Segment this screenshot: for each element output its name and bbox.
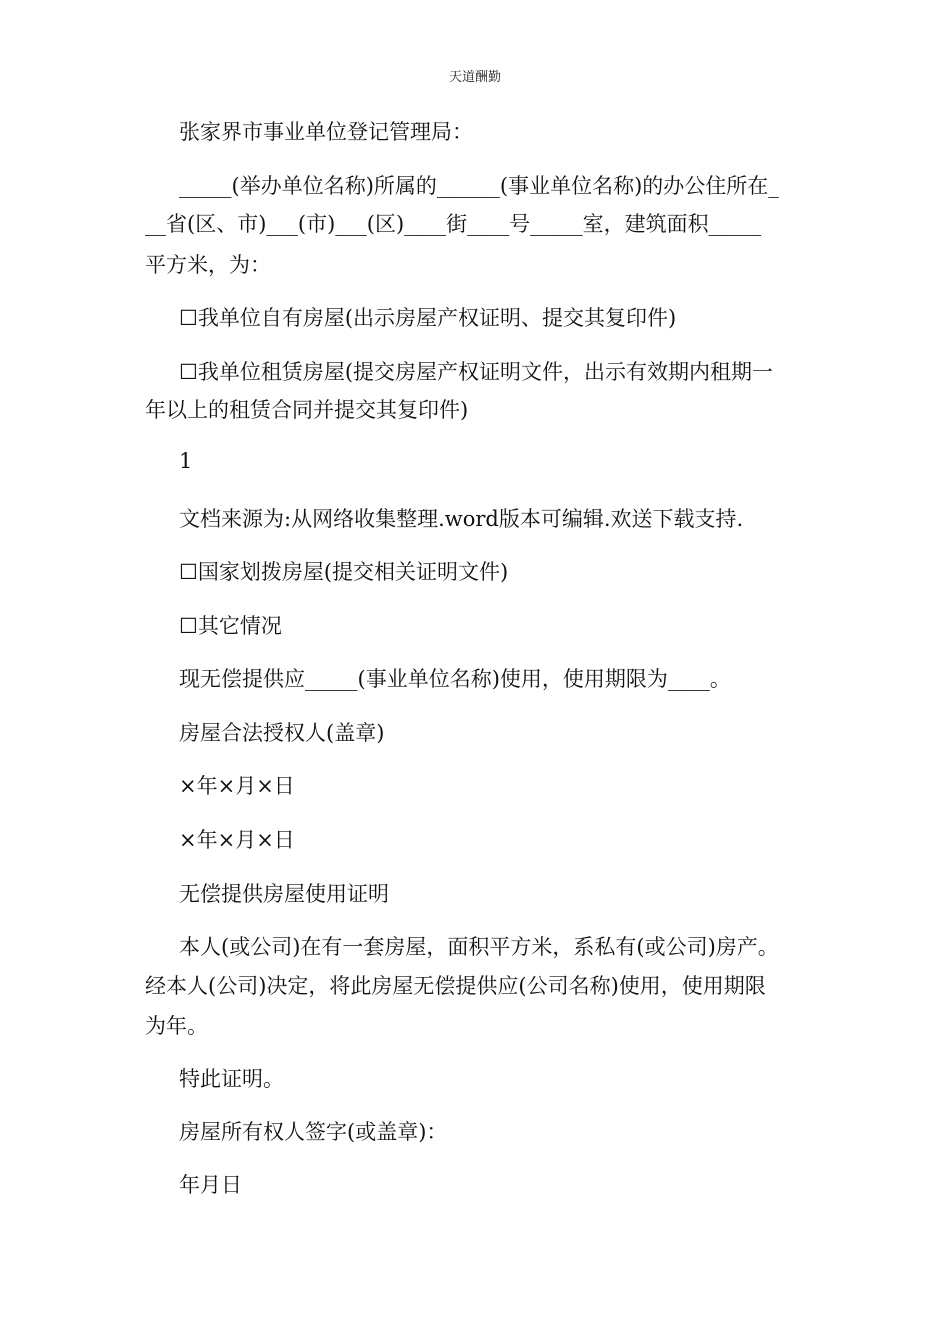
section-title: 无偿提供房屋使用证明 (179, 882, 389, 906)
free-use-statement: 现无偿提供应_____(事业单位名称)使用，使用期限为____。 (179, 667, 731, 691)
certificate-line-3: 为年。 (145, 1014, 208, 1038)
certificate-line-1: 本人(或公司)在有一套房屋，面积平方米，系私有(或公司)房产。 (179, 935, 779, 959)
salutation: 张家界市事业单位登记管理局： (179, 120, 473, 144)
address-line-2: __省(区、市)___(市)___(区)____街____号_____室，建筑面积_____ (145, 212, 762, 236)
page-number: 1 (179, 449, 193, 473)
owner-signature: 房屋所有权人签字(或盖章)： (179, 1120, 448, 1144)
address-line-1: _____(举办单位名称)所属的______(事业单位名称)的办公住所在_ (179, 174, 779, 198)
authorizer-seal: 房屋合法授权人(盖章) (179, 721, 385, 745)
option-own-house: ☐我单位自有房屋(出示房屋产权证明、提交其复印件) (179, 306, 677, 330)
address-line-3: 平方米，为： (145, 253, 271, 277)
option-state-allocated: ☐国家划拨房屋(提交相关证明文件) (179, 560, 509, 584)
certificate-line-2: 经本人(公司)决定，将此房屋无偿提供应(公司名称)使用，使用期限 (145, 974, 766, 998)
option-other: ☐其它情况 (179, 614, 282, 638)
option-leased-line-2: 年以上的租赁合同并提交其复印件) (145, 398, 469, 422)
date-placeholder-1: ×年×月×日 (179, 774, 295, 798)
page-header: 天道酬勤 (448, 70, 501, 85)
option-leased-line-1: ☐我单位租赁房屋(提交房屋产权证明文件，出示有效期内租期一 (179, 360, 774, 384)
source-note: 文档来源为:从网络收集整理.word版本可编辑.欢送下载支持. (179, 507, 744, 531)
date-placeholder-3: 年月日 (179, 1173, 242, 1197)
date-placeholder-2: ×年×月×日 (179, 828, 295, 852)
certify-statement: 特此证明。 (179, 1067, 284, 1091)
